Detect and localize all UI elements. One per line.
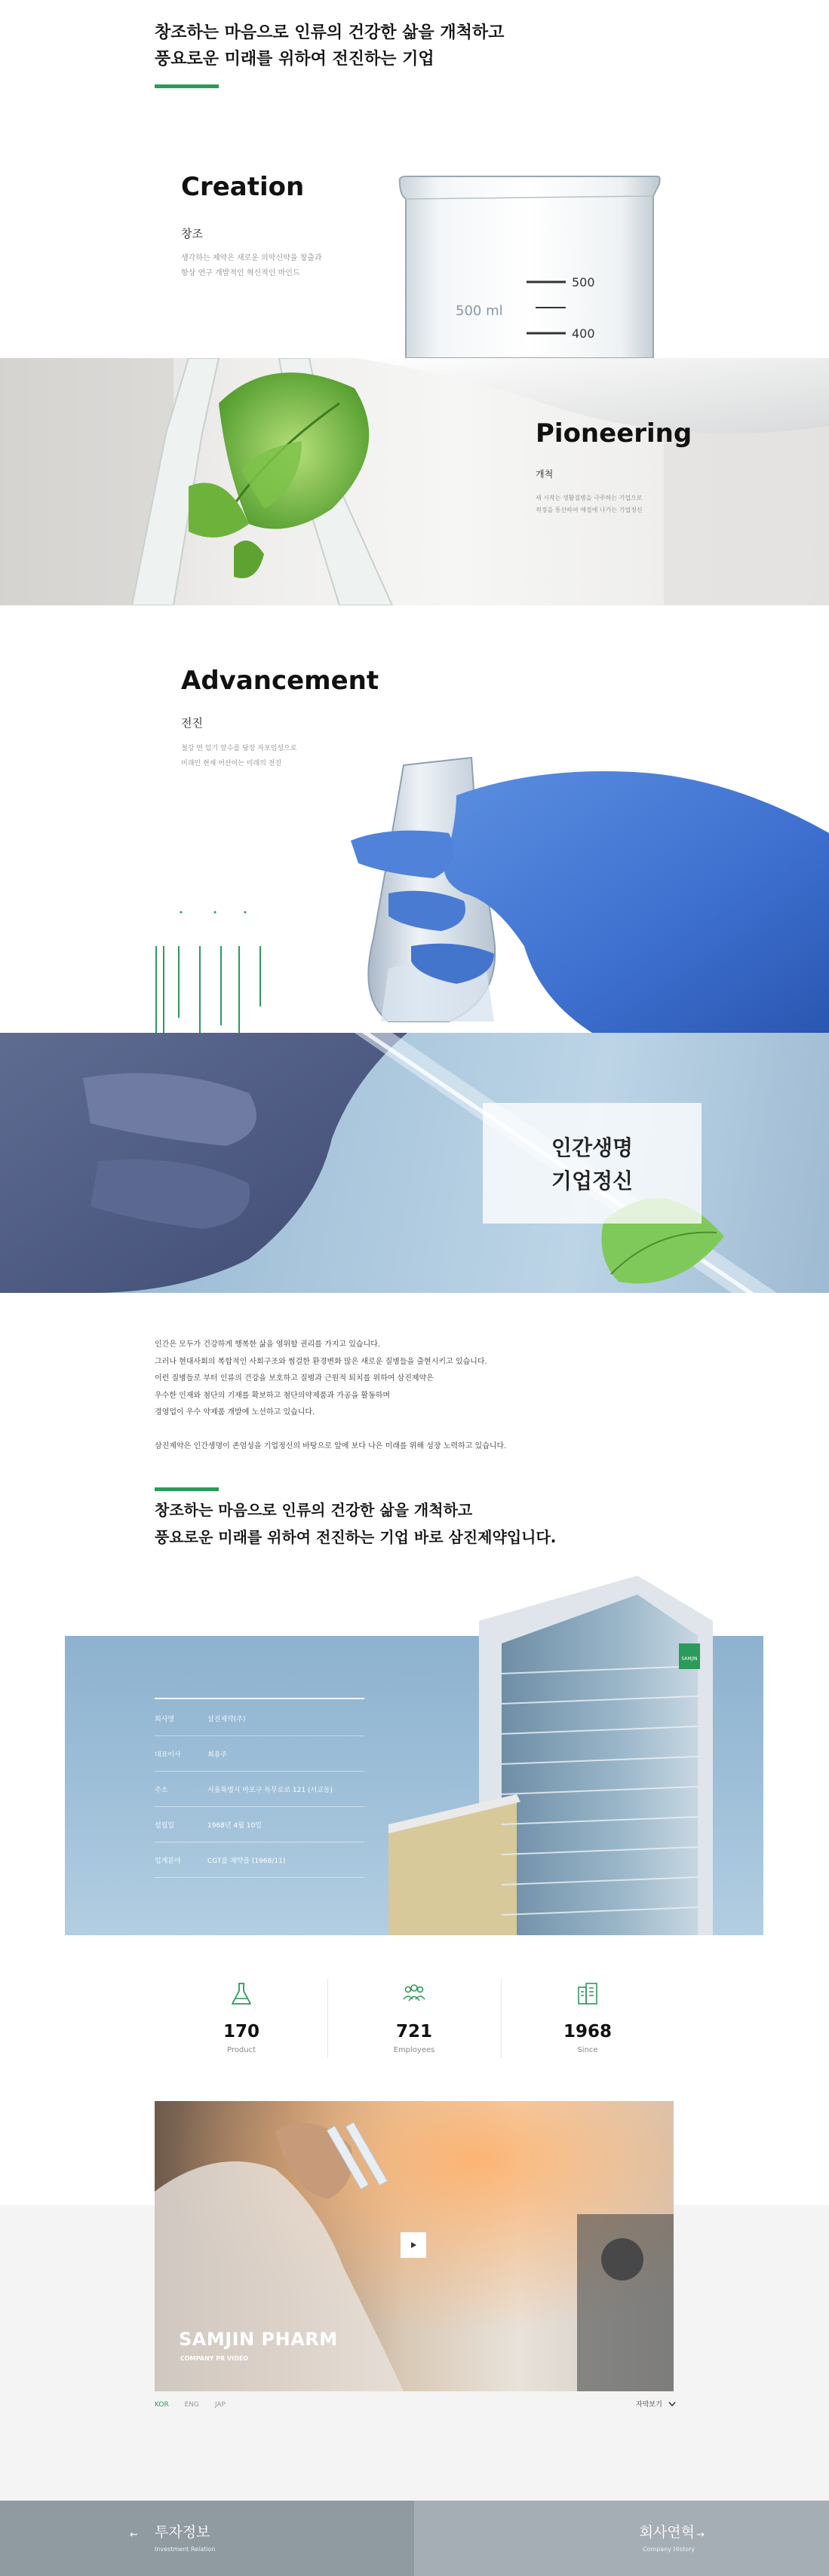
info-key: 설립일 bbox=[155, 1821, 175, 1830]
slogan-accent-line bbox=[155, 1487, 219, 1491]
company-pr-video[interactable] bbox=[155, 2101, 674, 2391]
stat-since bbox=[502, 1981, 674, 2054]
nav-history-title: 회사연혁 bbox=[639, 2524, 695, 2541]
nav-investment-text bbox=[155, 2521, 215, 2553]
spirit-banner bbox=[0, 1033, 829, 1293]
creation-title: Creation bbox=[181, 172, 305, 202]
beaker-ml-label: 500 ml bbox=[456, 303, 503, 319]
intro-accent-line bbox=[155, 84, 219, 88]
beaker-mark-400: 400 bbox=[572, 326, 595, 341]
beaker-illustration bbox=[392, 173, 664, 358]
stat-products-label: Product bbox=[227, 2046, 256, 2054]
arrow-right-icon: → bbox=[696, 2529, 705, 2541]
intro-heading-line1: 창조하는 마음으로 인류의 건강한 삶을 개척하고 bbox=[155, 23, 505, 42]
pioneering-desc-line2: 적정을 통산하여 예절에 나가는 기업정신 bbox=[536, 507, 643, 513]
philosophy-p6: 삼진제약은 인간생명이 존엄성을 기업정신의 바탕으로 앞에 보다 나은 미래를 위해 성장 노력하고 있습니다. bbox=[155, 1441, 507, 1450]
philosophy-p5: 경영업이 우수 약제품 개발에 노선하고 있습니다. bbox=[155, 1408, 315, 1417]
pioneering-title: Pioneering bbox=[536, 418, 692, 449]
nav-company-history[interactable] bbox=[414, 2501, 829, 2576]
arrow-left-icon: ← bbox=[130, 2529, 138, 2541]
building-sign-text: SAMJIN bbox=[681, 1656, 698, 1662]
philosophy-p2: 그러나 현대사회의 복합적인 사회구조와 썸걸한 환경변화 많은 새로운 질병들을 출현시키고 있습니다. bbox=[155, 1357, 487, 1366]
spirit-line1: 인간생명 bbox=[551, 1135, 634, 1160]
info-row-company-name bbox=[155, 1701, 364, 1736]
info-value: 최용주 bbox=[207, 1751, 228, 1759]
gloved-hand-tube-illustration bbox=[0, 1033, 829, 1293]
info-value: 삼진제약(주) bbox=[207, 1715, 246, 1723]
info-key: 주소 bbox=[155, 1786, 168, 1794]
philosophy-p4: 우수한 인재와 첨단의 기재를 확보하고 첨단의약제품과 가공을 활동하며 bbox=[155, 1391, 391, 1400]
nav-investment-subtitle: Investment Relation bbox=[155, 2546, 216, 2553]
info-row-founded bbox=[155, 1807, 364, 1842]
creation-desc-line1: 생각하는 제약은 새로운 의약신약을 창출과 bbox=[181, 254, 322, 262]
advancement-title: Advancement bbox=[181, 666, 379, 696]
company-philosophy-text bbox=[155, 1337, 698, 1455]
flask-icon bbox=[229, 1981, 254, 2007]
headquarters-building-image bbox=[388, 1576, 713, 1935]
creation-subtitle: 창조 bbox=[181, 227, 203, 240]
slogan-line2: 풍요로운 미래를 위하여 전진하는 기업 바로 삼진제약입니다. bbox=[155, 1528, 557, 1546]
stat-employees bbox=[328, 1981, 500, 2054]
pioneering-desc-line1: 새 시작는 생활질병을 극주하는 기업으로 bbox=[536, 495, 643, 501]
info-value: 서울특별시 마포구 독무로로 121 (서교동) bbox=[207, 1786, 333, 1794]
info-row-business bbox=[155, 1842, 364, 1878]
lang-tab-eng[interactable]: ENG bbox=[184, 2401, 200, 2409]
pioneering-description bbox=[536, 492, 643, 516]
lang-tab-jap[interactable]: JAP bbox=[214, 2401, 226, 2409]
stat-since-value: 1968 bbox=[563, 2022, 612, 2042]
glove-image bbox=[343, 750, 829, 1033]
nav-history-subtitle: Company History bbox=[642, 2546, 695, 2553]
slogan-heading bbox=[155, 1496, 728, 1551]
spirit-line2: 기업정신 bbox=[551, 1169, 634, 1193]
philosophy-gap bbox=[155, 1422, 698, 1438]
creation-description bbox=[181, 251, 322, 281]
subtitle-toggle[interactable] bbox=[636, 2399, 676, 2409]
play-icon bbox=[410, 2241, 417, 2249]
slogan-line1: 창조하는 마음으로 인류의 건강한 삶을 개척하고 bbox=[155, 1501, 473, 1519]
video-title: SAMJIN PHARM bbox=[179, 2329, 338, 2350]
video-subtitle: COMPANY PR VIDEO bbox=[180, 2355, 249, 2362]
info-value: CGT를 재약을 (1968/11) bbox=[207, 1857, 286, 1865]
people-icon bbox=[401, 1981, 427, 2007]
philosophy-p1: 인간은 모두가 건강하게 행복한 삶을 영위할 권리를 가지고 있습니다. bbox=[155, 1340, 381, 1349]
beaker-mark-500: 500 bbox=[572, 275, 595, 289]
nav-history-text bbox=[640, 2521, 695, 2553]
info-key: 대표이사 bbox=[155, 1751, 181, 1759]
info-key: 업계분야 bbox=[155, 1857, 181, 1865]
nav-investment-relation[interactable] bbox=[0, 2501, 414, 2576]
info-table-top-rule bbox=[155, 1698, 364, 1699]
advancement-desc-line1: 철강 연 있기 앞수를 당장 자포임성으로 bbox=[181, 745, 297, 752]
nav-investment-title: 투자정보 bbox=[155, 2524, 210, 2541]
beaker-image bbox=[392, 173, 664, 358]
pioneering-banner bbox=[0, 358, 829, 605]
play-button[interactable] bbox=[401, 2232, 426, 2258]
subtitle-toggle-label: 자막보기 bbox=[636, 2401, 662, 2409]
intro-heading bbox=[155, 20, 698, 72]
stat-products bbox=[155, 1981, 327, 2054]
info-value: 1968년 4월 10일 bbox=[207, 1821, 262, 1830]
stat-employees-label: Employees bbox=[393, 2046, 435, 2054]
advancement-desc-line2: 미래인 현재 어산이는 미래의 전진 bbox=[181, 760, 282, 767]
company-info-table bbox=[155, 1701, 364, 1878]
stat-employees-value: 721 bbox=[395, 2022, 432, 2042]
subtitle-language-tabs bbox=[155, 2401, 239, 2409]
stat-products-value: 170 bbox=[223, 2022, 259, 2042]
creation-desc-line2: 항상 연구 개발적인 혁신적인 마인드 bbox=[181, 269, 300, 277]
advancement-subtitle: 전진 bbox=[181, 716, 203, 730]
stat-since-label: Since bbox=[577, 2046, 598, 2054]
glove-illustration bbox=[343, 750, 829, 1033]
info-row-address bbox=[155, 1772, 364, 1807]
pioneering-subtitle: 개척 bbox=[536, 469, 554, 479]
spirit-card bbox=[483, 1103, 702, 1224]
intro-heading-line2: 풍요로운 미래를 위하여 전진하는 기업 bbox=[155, 50, 434, 69]
philosophy-p3: 이런 질병들로 부터 인류의 건강을 보호하고 질병과 근원적 퇴치를 위하여 삼진제약은 bbox=[155, 1374, 434, 1383]
building-icon bbox=[575, 1981, 600, 2007]
advancement-description bbox=[181, 741, 296, 771]
info-row-ceo bbox=[155, 1736, 364, 1772]
flask-illustration bbox=[0, 358, 829, 605]
spirit-heading bbox=[483, 1132, 702, 1198]
chevron-down-icon bbox=[668, 2401, 676, 2407]
info-key: 회사명 bbox=[155, 1715, 175, 1723]
lang-tab-kor[interactable]: KOR bbox=[155, 2401, 169, 2409]
